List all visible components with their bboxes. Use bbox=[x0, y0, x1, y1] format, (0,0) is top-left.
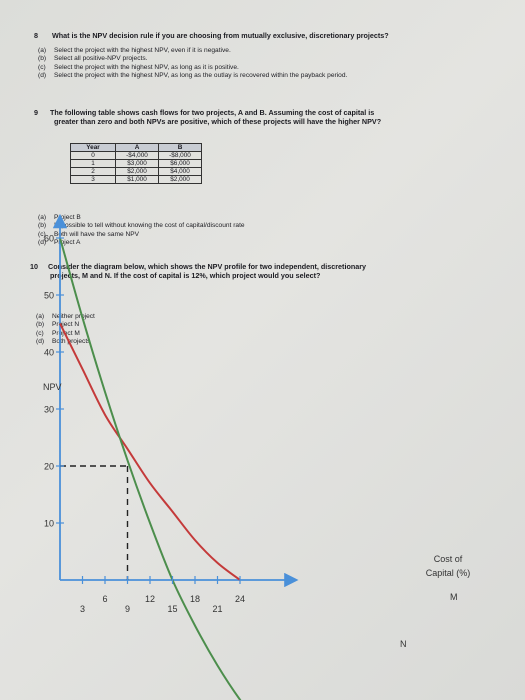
table-header-b: B bbox=[159, 144, 202, 152]
q9-option-d[interactable]: (d) Project A bbox=[38, 238, 81, 246]
y-tick-label: 20 bbox=[43, 461, 54, 472]
q9-text-line2: greater than zero and both NPVs are positive, which of these projects will have the higher NPV? bbox=[54, 117, 382, 126]
table-row: 0 -$4,000 -$8,000 bbox=[71, 152, 202, 160]
x-tick-label: 12 bbox=[144, 594, 156, 604]
table-header-year: Year bbox=[71, 144, 116, 152]
q8-option-b[interactable]: (b) Select all positive-NPV projects. bbox=[38, 55, 148, 63]
x-axis-label-line2: Capital (%) bbox=[425, 568, 471, 578]
x-tick-label: 3 bbox=[79, 604, 86, 614]
q8-option-a[interactable]: (a) Select the project with the highest NPV, even if it is negative. bbox=[38, 47, 231, 54]
x-tick-label: 9 bbox=[124, 604, 131, 614]
q10-text-line2: projects, M and N. If the cost of capital is 12%, which project would you select? bbox=[50, 271, 321, 280]
series-line-n bbox=[60, 238, 285, 700]
series-line-m bbox=[60, 324, 240, 581]
x-tick-label: 18 bbox=[189, 594, 201, 604]
table-header-a: A bbox=[116, 144, 159, 152]
q10-text-line1: Consider the diagram below, which shows the NPV profile for two independent, discretionary bbox=[48, 262, 367, 271]
q8-text: What is the NPV decision rule if you are choosing from mutually exclusive, discretionary projects? bbox=[52, 31, 389, 40]
table-row: 3 $1,000 $2,000 bbox=[71, 176, 202, 184]
x-axis-label-line1: Cost of bbox=[433, 554, 463, 564]
series-label-n: N bbox=[400, 639, 407, 649]
q9-option-b[interactable]: (b) Impossible to tell without knowing the cost of capital/discount rate bbox=[38, 222, 245, 230]
y-tick-label: 40 bbox=[43, 347, 54, 358]
table-row: 2 $2,000 $4,000 bbox=[71, 168, 202, 176]
q10-option-b[interactable]: (b) Project N bbox=[36, 321, 80, 329]
x-tick-label: 24 bbox=[234, 594, 246, 604]
y-tick-label: 50 bbox=[43, 290, 54, 301]
x-tick-label: 15 bbox=[167, 604, 178, 614]
series-label-m: M bbox=[450, 592, 458, 602]
q10-number: 10 bbox=[30, 262, 38, 271]
q9-text-line1: The following table shows cash flows for two projects, A and B. Assuming the cost of capital is bbox=[50, 108, 375, 117]
y-axis-label: NPV bbox=[43, 382, 62, 392]
x-tick-label: 21 bbox=[212, 604, 223, 614]
q10-option-d[interactable]: (d) Both projects bbox=[36, 337, 91, 345]
table-row: 1 $3,000 $6,000 bbox=[71, 160, 202, 168]
y-tick-label: 30 bbox=[43, 404, 54, 415]
q8-option-c[interactable]: (c) Select the project with the highest NPV, as long as it is positive. bbox=[38, 63, 239, 71]
q10-option-c[interactable]: (c) Project M bbox=[36, 329, 80, 337]
q9-option-a[interactable]: (a) Project B bbox=[38, 214, 81, 221]
y-tick-label: 60 bbox=[43, 233, 54, 244]
q10-option-a[interactable]: (a) Neither project bbox=[36, 313, 95, 320]
q9-number: 9 bbox=[34, 108, 38, 117]
q8-number: 8 bbox=[34, 31, 38, 40]
q8-option-d[interactable]: (d) Select the project with the highest NPV, as long as the outlay is recovered within the payback period. bbox=[38, 71, 348, 79]
q9-option-c[interactable]: (c) Both will have the same NPV bbox=[38, 230, 140, 238]
y-tick-label: 10 bbox=[43, 518, 54, 529]
x-tick-label: 6 bbox=[102, 594, 108, 604]
